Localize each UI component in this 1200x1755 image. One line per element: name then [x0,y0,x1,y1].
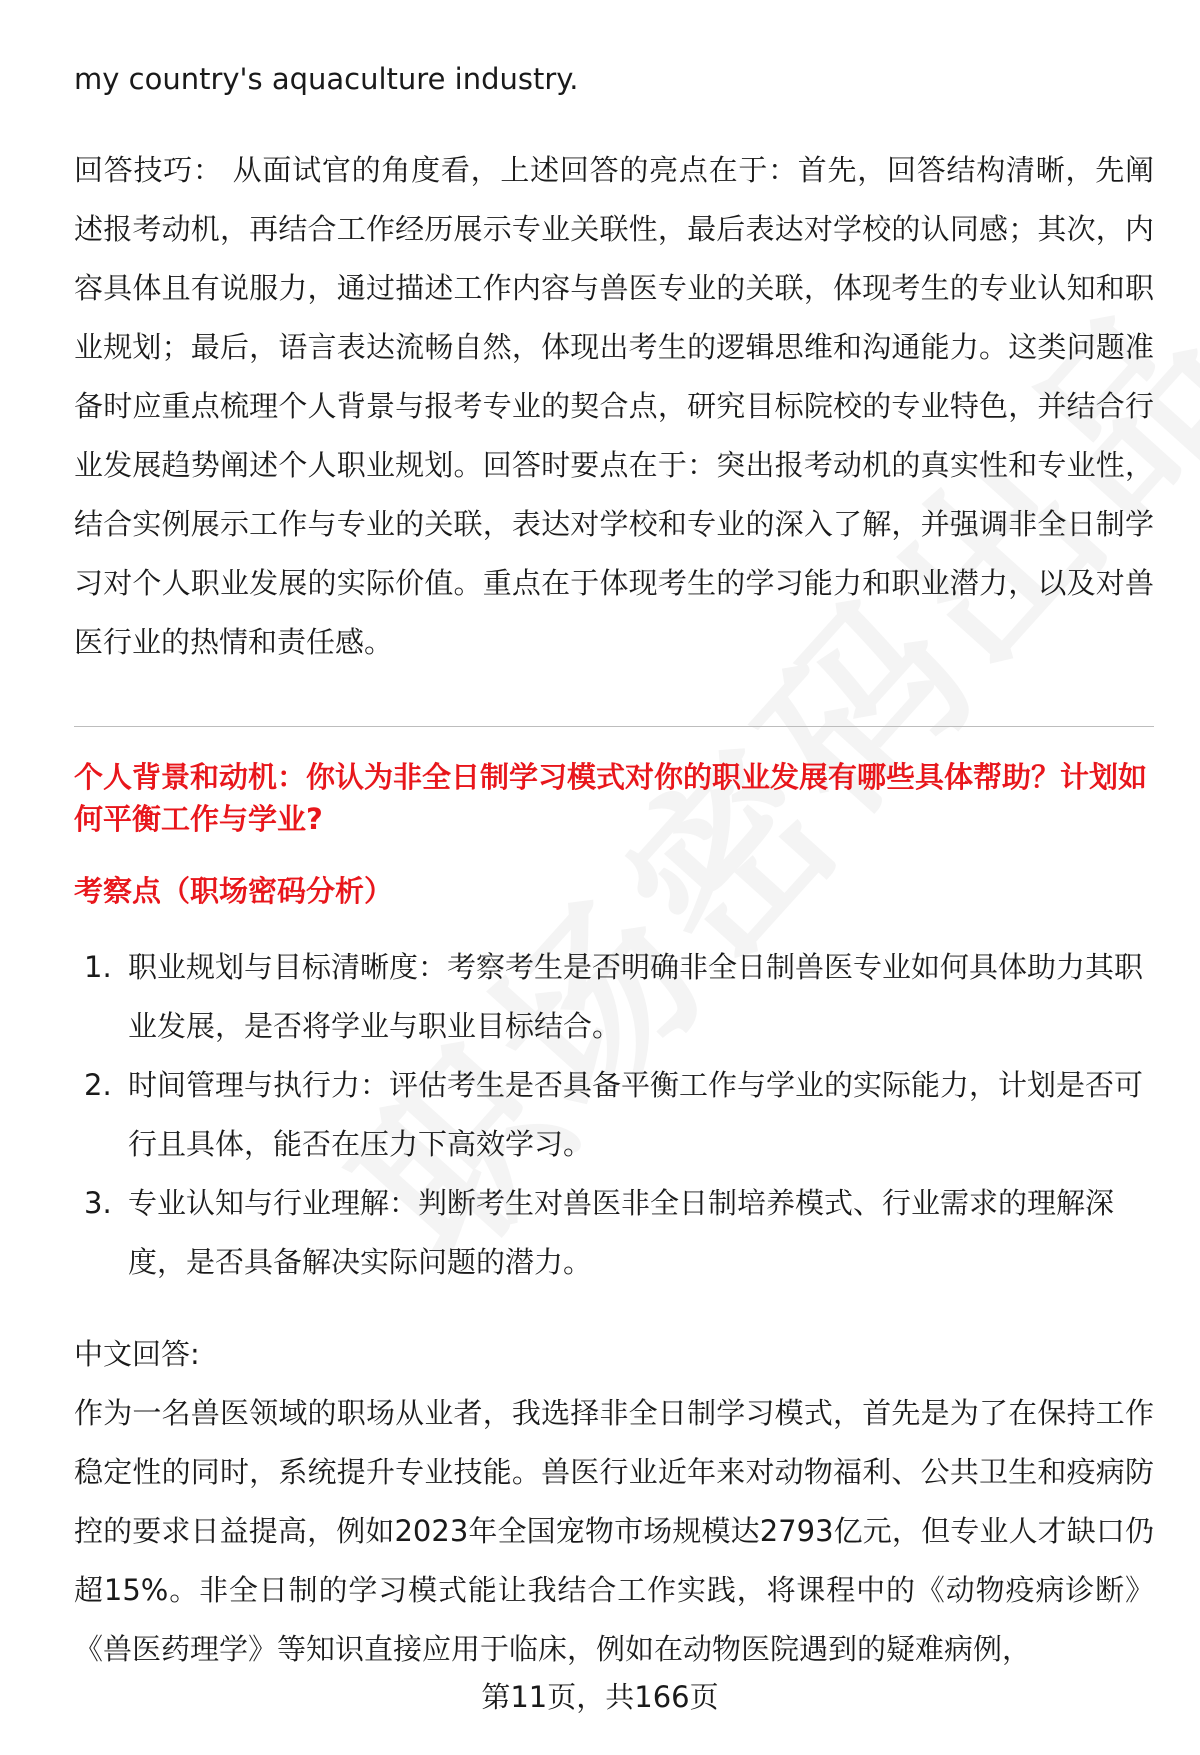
section-divider [74,726,1154,727]
list-item-text: 时间管理与执行力：评估考生是否具备平衡工作与学业的实际能力，计划是否可行且具体，能否在压力下高效学习。 [128,1068,1144,1161]
answer-tips-paragraph: 回答技巧： 从面试官的角度看，上述回答的亮点在于：首先，回答结构清晰，先阐述报考动机，再结合工作经历展示专业关联性，最后表达对学校的认同感；其次，内容具体且有说服力，通过描述工作内容与兽医专业的关联，体现考生的专业认知和职业规划；最后，语言表达流畅自然，体现出考生的逻辑思维和沟通能力。这类问题准备时应重点梳理个人背景与报考专业的契合点，研究目标院校的专业特色，并结合行业发展趋势阐述个人职业规划。回答时要点在于：突出报考动机的真实性和专业性，结合实例展示工作与专业的关联，表达对学校和专业的深入了解，并强调非全日制学习对个人职业发展的实际价值。重点在于体现考生的学习能力和职业潜力，以及对兽医行业的热情和责任感。 [74,153,1154,659]
page-number-footer: 第11页，共166页 [481,1680,719,1714]
question-heading: 个人背景和动机：你认为非全日制学习模式对你的职业发展有哪些具体帮助？计划如何平衡工作与学业? [74,760,1148,836]
assessment-points-heading: 考察点（职场密码分析） [74,874,394,908]
list-item-text: 专业认知与行业理解：判断考生对兽医非全日制培养模式、行业需求的理解深度，是否具备解决实际问题的潜力。 [128,1186,1115,1279]
list-item-text: 职业规划与目标清晰度：考察考生是否明确非全日制兽医专业如何具体助力其职业发展，是否将学业与职业目标结合。 [128,950,1144,1043]
chinese-answer-label: 中文回答: [74,1337,200,1371]
assessment-points-list [74,938,1154,1292]
list-number: 3. [84,1186,112,1220]
list-number: 1. [84,950,112,984]
list-item [74,938,1154,1056]
chinese-answer-paragraph: 作为一名兽医领域的职场从业者，我选择非全日制学习模式，首先是为了在保持工作稳定性的同时，系统提升专业技能。兽医行业近年来对动物福利、公共卫生和疫病防控的要求日益提高，例如2023年全国宠物市场规模达2793亿元，但专业人才缺口仍超15%。非全日制的学习模式能让我结合工作实践，将课程中的《动物疫病诊断》《兽医药理学》等知识直接应用于临床，例如在动物医院遇到的疑难病例， [74,1396,1154,1666]
list-item [74,1174,1154,1292]
list-item [74,1056,1154,1174]
list-number: 2. [84,1068,112,1102]
intro-line: my country's aquaculture industry. [74,62,579,96]
